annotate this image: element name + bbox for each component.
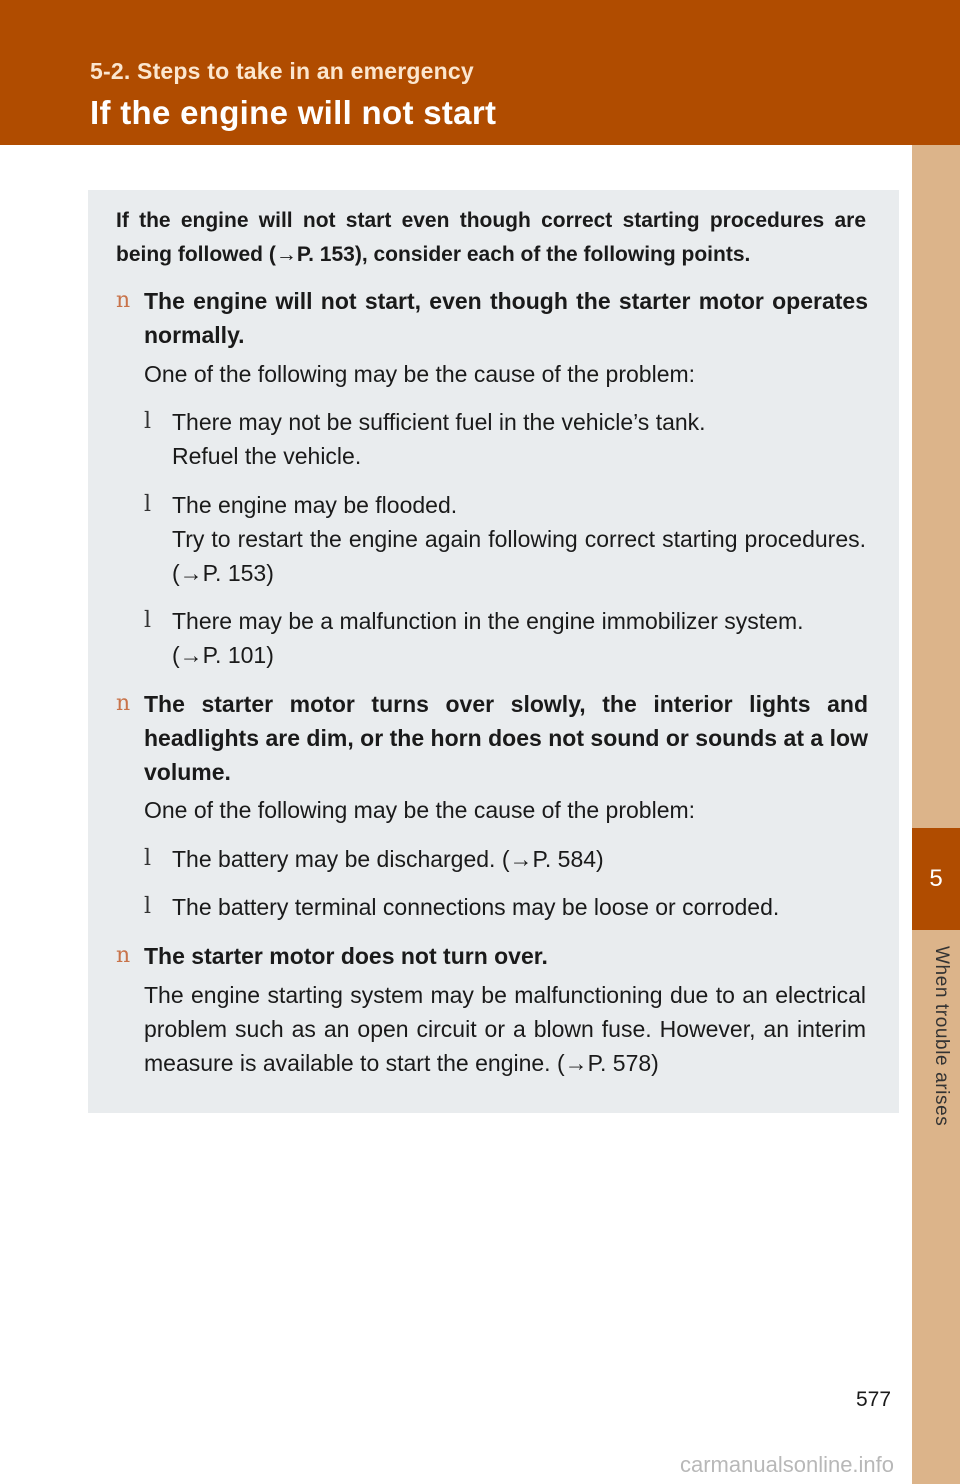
chapter-label: When trouble arises	[931, 946, 952, 1127]
list-item	[144, 890, 866, 924]
section-heading-text: The starter motor turns over slowly, the interior lights and headlights are dim, or the horn does not sound or sounds at a low volume.	[144, 691, 868, 785]
list-item	[144, 842, 866, 876]
list-item-text: The battery terminal connections may be loose or corroded.	[172, 894, 780, 920]
section-heading-2	[116, 687, 868, 789]
circle-bullet-icon: l	[144, 846, 152, 871]
circle-bullet-icon: l	[144, 894, 152, 919]
list-item-subtext: Refuel the vehicle.	[172, 443, 362, 469]
list-item-text: There may be a malfunction in the engine immobilizer system.	[172, 608, 804, 634]
section-heading-text: The engine will not start, even though the starter motor operates normally.	[144, 288, 868, 348]
chapter-number: 5	[929, 865, 943, 892]
list-item-subtext: Try to restart the engine again following correct starting procedures. (→P. 153)	[172, 526, 866, 586]
page-header	[0, 0, 960, 145]
list-item	[144, 604, 866, 672]
page-title: If the engine will not start	[90, 94, 497, 131]
circle-bullet-icon: l	[144, 608, 152, 633]
section-lead-2: One of the following may be the cause of the problem:	[144, 797, 696, 823]
square-bullet-icon: n	[116, 943, 131, 968]
circle-bullet-icon: l	[144, 409, 152, 434]
section-breadcrumb: 5-2. Steps to take in an emergency	[90, 58, 474, 84]
chapter-tab	[912, 828, 960, 930]
list-item-text: There may not be sufficient fuel in the vehicle’s tank.	[172, 409, 706, 435]
section-heading-text: The starter motor does not turn over.	[144, 943, 548, 969]
section-heading-1	[116, 284, 868, 352]
circle-bullet-icon: l	[144, 492, 152, 517]
section-heading-3	[116, 939, 868, 973]
list-item-text: The battery may be discharged. (→P. 584)	[172, 846, 604, 872]
side-strip	[912, 145, 960, 1484]
list-item-text: The engine may be flooded.	[172, 492, 458, 518]
list-item	[144, 488, 866, 590]
square-bullet-icon: n	[116, 288, 131, 313]
intro-text: If the engine will not start even though correct starting procedures are being followed (→P. 153), consider each of the following points.	[116, 209, 866, 266]
section-lead-1: One of the following may be the cause of the problem:	[144, 361, 696, 387]
section-lead-3: The engine starting system may be malfunctioning due to an electrical problem such as an open circuit or a blown fuse. However, an interim measure is available to start the engine. (→P. 578)	[144, 982, 866, 1076]
page-number: 577	[856, 1388, 892, 1411]
list-item	[144, 405, 866, 473]
list-item-subtext: (→P. 101)	[172, 642, 274, 668]
square-bullet-icon: n	[116, 691, 131, 716]
watermark: carmanualsonline.info	[680, 1452, 895, 1477]
